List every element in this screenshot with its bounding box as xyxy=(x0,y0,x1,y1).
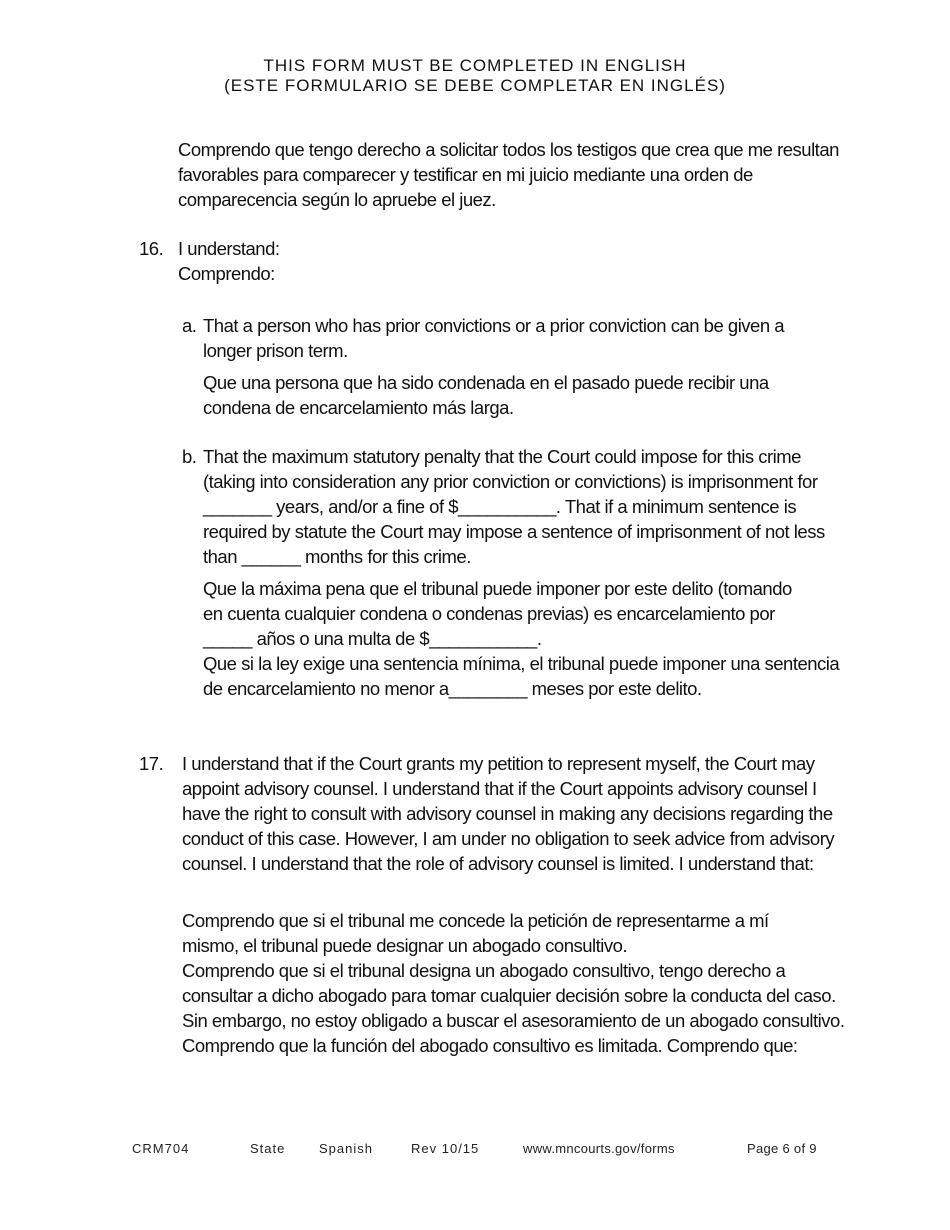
item-17-spanish-2: Comprendo que si el tribunal designa un abogado consultivo, tengo derecho a consultar a dicho abogado para tomar cualquier decisión sobre la conducta del caso. Sin embargo, no estoy obligado a buscar el asesoramiento de un abogado consultivo. Comprendo que la función del abogado consultivo es limitada. Comprendo que: xyxy=(182,960,845,1056)
item-16b xyxy=(182,444,842,569)
header-line-spanish: (ESTE FORMULARIO SE DEBE COMPLETAR EN INGLÉS) xyxy=(224,76,726,95)
item-16-spanish: Comprendo: xyxy=(178,263,275,284)
footer-state: State xyxy=(250,1141,286,1156)
item-17-spanish-1: Comprendo que si el tribunal me concede la petición de representarme a mí mismo, el tribunal puede designar un abogado consultivo. xyxy=(182,910,769,956)
item-16a-english: That a person who has prior convictions or a prior conviction can be given a longer prison term. xyxy=(203,315,785,361)
item-16a-label: a. xyxy=(182,315,197,336)
item-16-number: 16. xyxy=(139,238,164,259)
item-16b-english: That the maximum statutory penalty that the Court could impose for this crime (taking into consideration any prior conviction or convictions) is imprisonment for _______ years, and/or a fine of $__________. That if a minimum sentence is required by statute the Court may impose a sentence of imprisonment of not less than ______ months for this crime. xyxy=(203,446,825,567)
footer-revision: Rev 10/15 xyxy=(411,1141,480,1156)
item-16b-spanish-2: Que si la ley exige una sentencia mínima, el tribunal puede imponer una sentencia de encarcelamiento no menor a________ meses por este delito. xyxy=(203,653,840,699)
item-17-english: I understand that if the Court grants my petition to represent myself, the Court may appoint advisory counsel. I understand that if the Court appoints advisory counsel I have the right to consult with advisory counsel in making any decisions regarding the conduct of this case. However, I am under no obligation to seek advice from advisory counsel. I understand that the role of advisory counsel is limited. I understand that: xyxy=(182,753,835,874)
intro-spanish-paragraph: Comprendo que tengo derecho a solicitar todos los testigos que crea que me resultan favorables para comparecer y testificar en mi juicio mediante una orden de comparecencia según lo apruebe el juez. xyxy=(178,139,839,210)
item-16b-spanish-1: Que la máxima pena que el tribunal puede imponer por este delito (tomando en cuenta cualquier condena o condenas previas) es encarcelamiento por _____ años o una multa de $___________. xyxy=(203,578,792,649)
footer-page-number: Page 6 of 9 xyxy=(747,1141,817,1156)
footer-url: www.mncourts.gov/forms xyxy=(523,1141,675,1156)
item-17-number: 17. xyxy=(139,753,164,774)
item-16-english: I understand: xyxy=(178,238,280,259)
item-16b-label: b. xyxy=(182,446,197,467)
item-16a-spanish: Que una persona que ha sido condenada en el pasado puede recibir una condena de encarcelamiento más larga. xyxy=(203,372,769,418)
page-header xyxy=(0,56,950,96)
header-line-english: THIS FORM MUST BE COMPLETED IN ENGLISH xyxy=(263,56,687,75)
footer-language: Spanish xyxy=(319,1141,373,1156)
item-16a xyxy=(182,313,842,363)
footer-form-code: CRM704 xyxy=(132,1141,190,1156)
